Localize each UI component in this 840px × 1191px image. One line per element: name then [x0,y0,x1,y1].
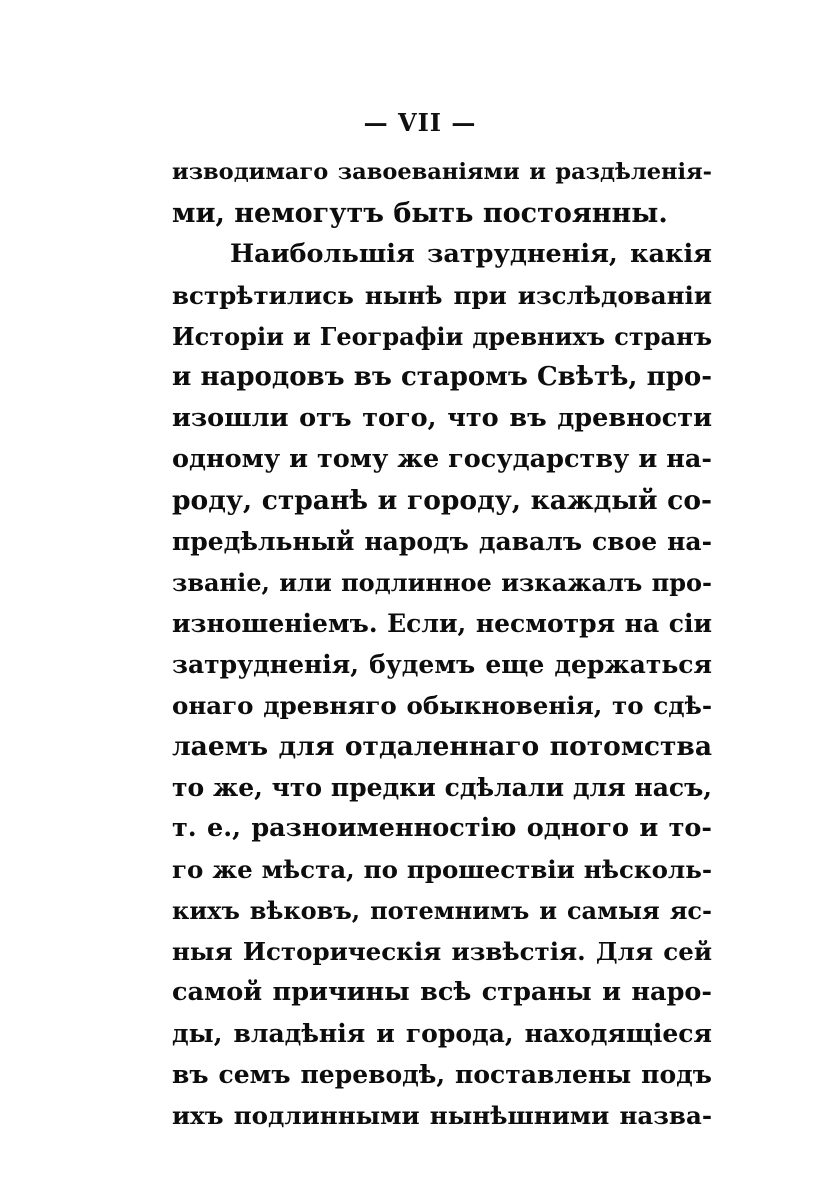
text-line: въ семъ переводѣ, поставлены подъ [172,1060,712,1089]
text-line: и народовъ въ старомъ Свѣтѣ, про- [172,362,712,392]
page-number-header: — VII — [363,108,477,137]
body-text [172,152,712,1136]
text-line: одному и тому же государству и на- [172,444,712,474]
text-line: ми, немогутъ быть постоянны. [172,198,668,229]
text-line: роду, странѣ и городу, каждый со- [172,485,712,516]
text-line: Наибольшія затрудненія, какія [230,239,712,269]
text-line: самой причины всѣ страны и наро- [172,977,712,1007]
text-line: ихъ подлинными нынѣшними назва- [172,1101,712,1130]
text-line: изводимаго завоеваніями и раздѣленія- [172,159,712,185]
text-line: онаго древняго обыкновенія, то сдѣ- [172,691,712,720]
text-line: изношеніемъ. Если, несмотря на сіи [172,609,712,638]
text-line: т. е., разноименностію одного и то- [172,813,712,843]
text-line: то же, что предки сдѣлали для насъ, [172,773,712,802]
text-line: предѣльный народъ давалъ свое на- [172,527,712,556]
text-line: го же мѣста, по прошествіи нѣсколь- [172,855,712,884]
text-line: ныя Историческія извѣстія. Для сей [172,937,712,966]
text-line: изошли отъ того, что въ древности [172,403,712,433]
text-line: званіе, или подлинное изкажалъ про- [172,568,712,597]
text-line: затрудненія, будемъ еще держаться [172,650,712,679]
text-line: ды, владѣнія и города, находящіеся [172,1019,712,1048]
text-line: встрѣтились нынѣ при изслѣдованіи [172,281,712,310]
text-line: лаемъ для отдаленнаго потомства [172,731,712,762]
text-line: кихъ вѣковъ, потемнимъ и самыя яс- [172,896,712,925]
text-line: Исторіи и Географіи древнихъ странъ [172,322,712,351]
